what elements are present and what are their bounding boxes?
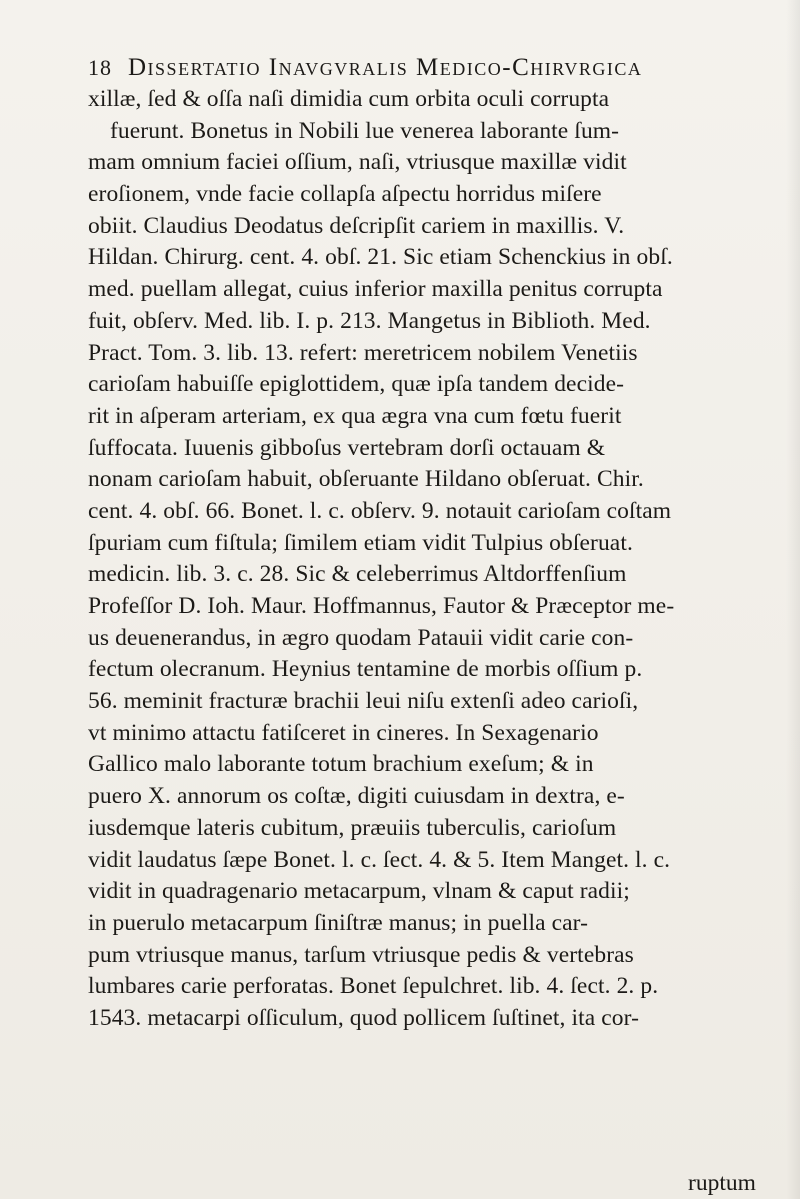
text-line: Profeſſor D. Ioh. Maur. Hoffmannus, Fautor & Præceptor me- [88, 593, 675, 619]
page-edge-shadow [786, 0, 800, 1199]
text-line: nonam carioſam habuit, obſeruante Hildano obſeruat. Chir. [88, 466, 644, 493]
running-title: Dissertatio Inavgvralis Medico-Chirvrgica [128, 54, 643, 81]
text-line: fuit, obſerv. Med. lib. I. p. 213. Mangetus in Biblioth. Med. [88, 307, 651, 334]
text-line: puero X. annorum os coſtæ, digiti cuiusdam in dextra, e- [88, 783, 625, 810]
text-line: Hildan. Chirurg. cent. 4. obſ. 21. Sic etiam Schenckius in obſ. [88, 244, 673, 271]
page-header [88, 54, 760, 86]
text-line: fuerunt. Bonetus in Nobili lue venerea laborante ſum- [110, 117, 620, 144]
text-line: us deuenerandus, in ægro quodam Patauii vidit carie con- [88, 624, 634, 651]
text-line: lumbares carie perforatas. Bonet ſepulchret. lib. 4. ſect. 2. p. [88, 973, 659, 1000]
text-line: rit in aſperam arteriam, ex qua ægra vna cum fœtu fuerit [88, 402, 622, 429]
text-line: vidit laudatus ſæpe Bonet. l. c. ſect. 4. & 5. Item Manget. l. c. [88, 846, 671, 873]
text-line: mam omnium faciei oſſium, naſi, vtriusque maxillæ vidit [88, 149, 627, 176]
text-line: 56. meminit fracturæ brachii leui niſu extenſi adeo carioſi, [88, 688, 639, 715]
text-line: iusdemque lateris cubitum, præuiis tuberculis, carioſum [88, 814, 617, 841]
text-line: cent. 4. obſ. 66. Bonet. l. c. obſerv. 9. notauit carioſam coſtam [88, 497, 672, 524]
text-line: Gallico malo laborante totum brachium exeſum; & in [88, 751, 594, 778]
text-line: fectum olecranum. Heynius tentamine de morbis oſſium p. [88, 656, 643, 683]
page-number: 18 [88, 55, 112, 80]
text-line: pum vtriusque manus, tarſum vtriusque pedis & vertebras [88, 941, 634, 968]
text-line: medicin. lib. 3. c. 28. Sic & celeberrimus Altdorffenſium [88, 561, 627, 588]
text-line: carioſam habuiſſe epiglottidem, quæ ipſa tandem decide- [88, 371, 625, 398]
text-line: med. puellam allegat, cuius inferior maxilla penitus corrupta [88, 276, 663, 303]
text-line: obiit. Claudius Deodatus deſcripſit cariem in maxillis. V. [88, 212, 625, 239]
text-line: in puerulo metacarpum ſiniſtræ manus; in puella car- [88, 909, 589, 936]
text-line: ſpuriam cum fiſtula; ſimilem etiam vidit Tulpius obſeruat. [88, 529, 633, 556]
text-line: 1543. metacarpi oſſiculum, quod pollicem ſuſtinet, ita cor- [88, 1004, 640, 1031]
text-line: eroſionem, vnde facie collapſa aſpectu horridus miſere [88, 181, 602, 208]
text-line: vt minimo attactu fatiſceret in cineres. In Sexagenario [88, 719, 599, 746]
body-text [88, 84, 778, 1035]
text-line: vidit in quadragenario metacarpum, vlnam & caput radii; [88, 878, 630, 905]
text-line: Pract. Tom. 3. lib. 13. refert: meretricem nobilem Venetiis [88, 339, 638, 366]
text-line: xillæ, ſed & oſſa naſi dimidia cum orbita oculi corrupta [88, 86, 610, 112]
catchword: ruptum [688, 1170, 756, 1196]
text-line: ſuffocata. Iuuenis gibboſus vertebram dorſi octauam & [88, 434, 606, 461]
